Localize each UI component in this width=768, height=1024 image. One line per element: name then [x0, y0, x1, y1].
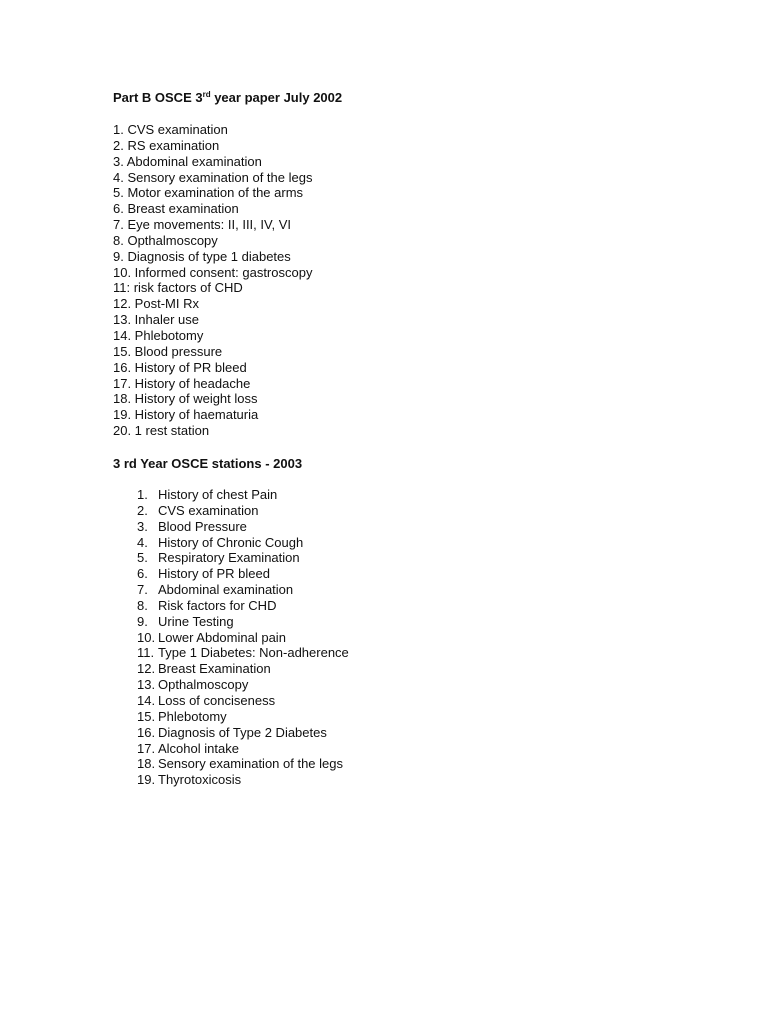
list-item: 9. Diagnosis of type 1 diabetes	[113, 248, 291, 264]
station-list-2002	[113, 122, 312, 439]
list-item-number: 10.	[137, 629, 156, 645]
list-item-text: Abdominal examination	[158, 582, 294, 598]
list-item: 4. Sensory examination of the legs	[113, 169, 313, 185]
list-item	[137, 535, 349, 551]
list-item-number: 18.	[137, 756, 156, 772]
list-item: 15. Blood pressure	[113, 343, 223, 359]
list-item	[137, 772, 349, 788]
list-item	[137, 614, 349, 630]
list-item	[137, 550, 349, 566]
heading-2003: 3 rd Year OSCE stations - 2003	[113, 456, 303, 471]
list-item: 16. History of PR bleed	[113, 359, 247, 375]
list-item: 14. Phlebotomy	[113, 327, 204, 343]
list-item: 13. Inhaler use	[113, 312, 200, 328]
list-item-text: Lower Abdominal pain	[158, 629, 286, 645]
list-item	[137, 756, 349, 772]
list-item	[137, 630, 349, 646]
list-item-number: 17.	[137, 740, 156, 756]
heading-2002-prefix: Part B OSCE 3	[113, 90, 203, 105]
list-item-text: Breast Examination	[158, 661, 271, 677]
list-item-text: History of PR bleed	[158, 566, 270, 582]
list-item-number: 14.	[137, 692, 156, 708]
list-item: 20. 1 rest station	[113, 423, 210, 439]
list-item: 10. Informed consent: gastroscopy	[113, 264, 313, 280]
list-item-text: Urine Testing	[158, 613, 234, 629]
list-item-number: 19.	[137, 772, 156, 788]
list-item-number: 16.	[137, 724, 156, 740]
list-item-text: Loss of conciseness	[158, 692, 276, 708]
list-item-text: Phlebotomy	[158, 708, 227, 724]
list-item	[137, 503, 349, 519]
list-item	[137, 741, 349, 757]
list-item-text: Diagnosis of Type 2 Diabetes	[158, 724, 327, 740]
list-item	[137, 693, 349, 709]
list-item-text: Blood Pressure	[158, 518, 247, 534]
list-item-number: 1.	[137, 487, 148, 502]
list-item-text: Alcohol intake	[158, 740, 239, 756]
list-item	[137, 725, 349, 741]
list-item-number: 3.	[137, 518, 148, 534]
list-item-text: Sensory examination of the legs	[158, 756, 343, 772]
list-item: 2. RS examination	[113, 137, 220, 153]
list-item	[137, 661, 349, 677]
heading-2002-suffix: year paper July 2002	[210, 90, 343, 105]
list-item-number: 5.	[137, 550, 148, 566]
list-item: 1. CVS examination	[113, 122, 228, 137]
station-list-2003	[137, 487, 349, 788]
list-item	[137, 582, 349, 598]
heading-2002-superscript: rd	[202, 90, 211, 99]
list-item	[137, 677, 349, 693]
list-item: 5. Motor examination of the arms	[113, 185, 304, 201]
list-item-text: Type 1 Diabetes: Non-adherence	[158, 645, 349, 661]
list-item-number: 6.	[137, 566, 148, 582]
list-item-text: Risk factors for CHD	[158, 597, 277, 613]
list-item: 11: risk factors of CHD	[113, 280, 243, 296]
list-item-number: 12.	[137, 661, 156, 677]
list-item-number: 11.	[137, 645, 155, 661]
list-item: 6. Breast examination	[113, 201, 239, 217]
list-item	[137, 598, 349, 614]
list-item: 7. Eye movements: II, III, IV, VI	[113, 217, 291, 233]
list-item	[137, 519, 349, 535]
list-item	[137, 645, 349, 661]
list-item-number: 4.	[137, 534, 148, 550]
list-item-number: 2.	[137, 502, 148, 518]
list-item: 19. History of haematuria	[113, 407, 259, 423]
list-item-number: 13.	[137, 677, 156, 693]
list-item-text: Thyrotoxicosis	[158, 772, 242, 788]
list-item-text: History of chest Pain	[158, 487, 278, 502]
list-item: 17. History of headache	[113, 375, 251, 391]
list-item-text: Respiratory Examination	[158, 550, 300, 566]
list-item: 18. History of weight loss	[113, 391, 258, 407]
list-item-number: 15.	[137, 708, 156, 724]
list-item: 12. Post-MI Rx	[113, 296, 199, 312]
list-item-number: 9.	[137, 613, 148, 629]
list-item	[137, 709, 349, 725]
list-item-text: Opthalmoscopy	[158, 677, 249, 693]
list-item: 8. Opthalmoscopy	[113, 232, 218, 248]
list-item	[137, 487, 349, 503]
list-item-text: CVS examination	[158, 502, 259, 518]
list-item-number: 7.	[137, 582, 148, 598]
list-item: 3. Abdominal examination	[113, 153, 262, 169]
heading-2002	[113, 90, 342, 106]
list-item-number: 8.	[137, 597, 148, 613]
list-item-text: History of Chronic Cough	[158, 534, 304, 550]
list-item	[137, 566, 349, 582]
